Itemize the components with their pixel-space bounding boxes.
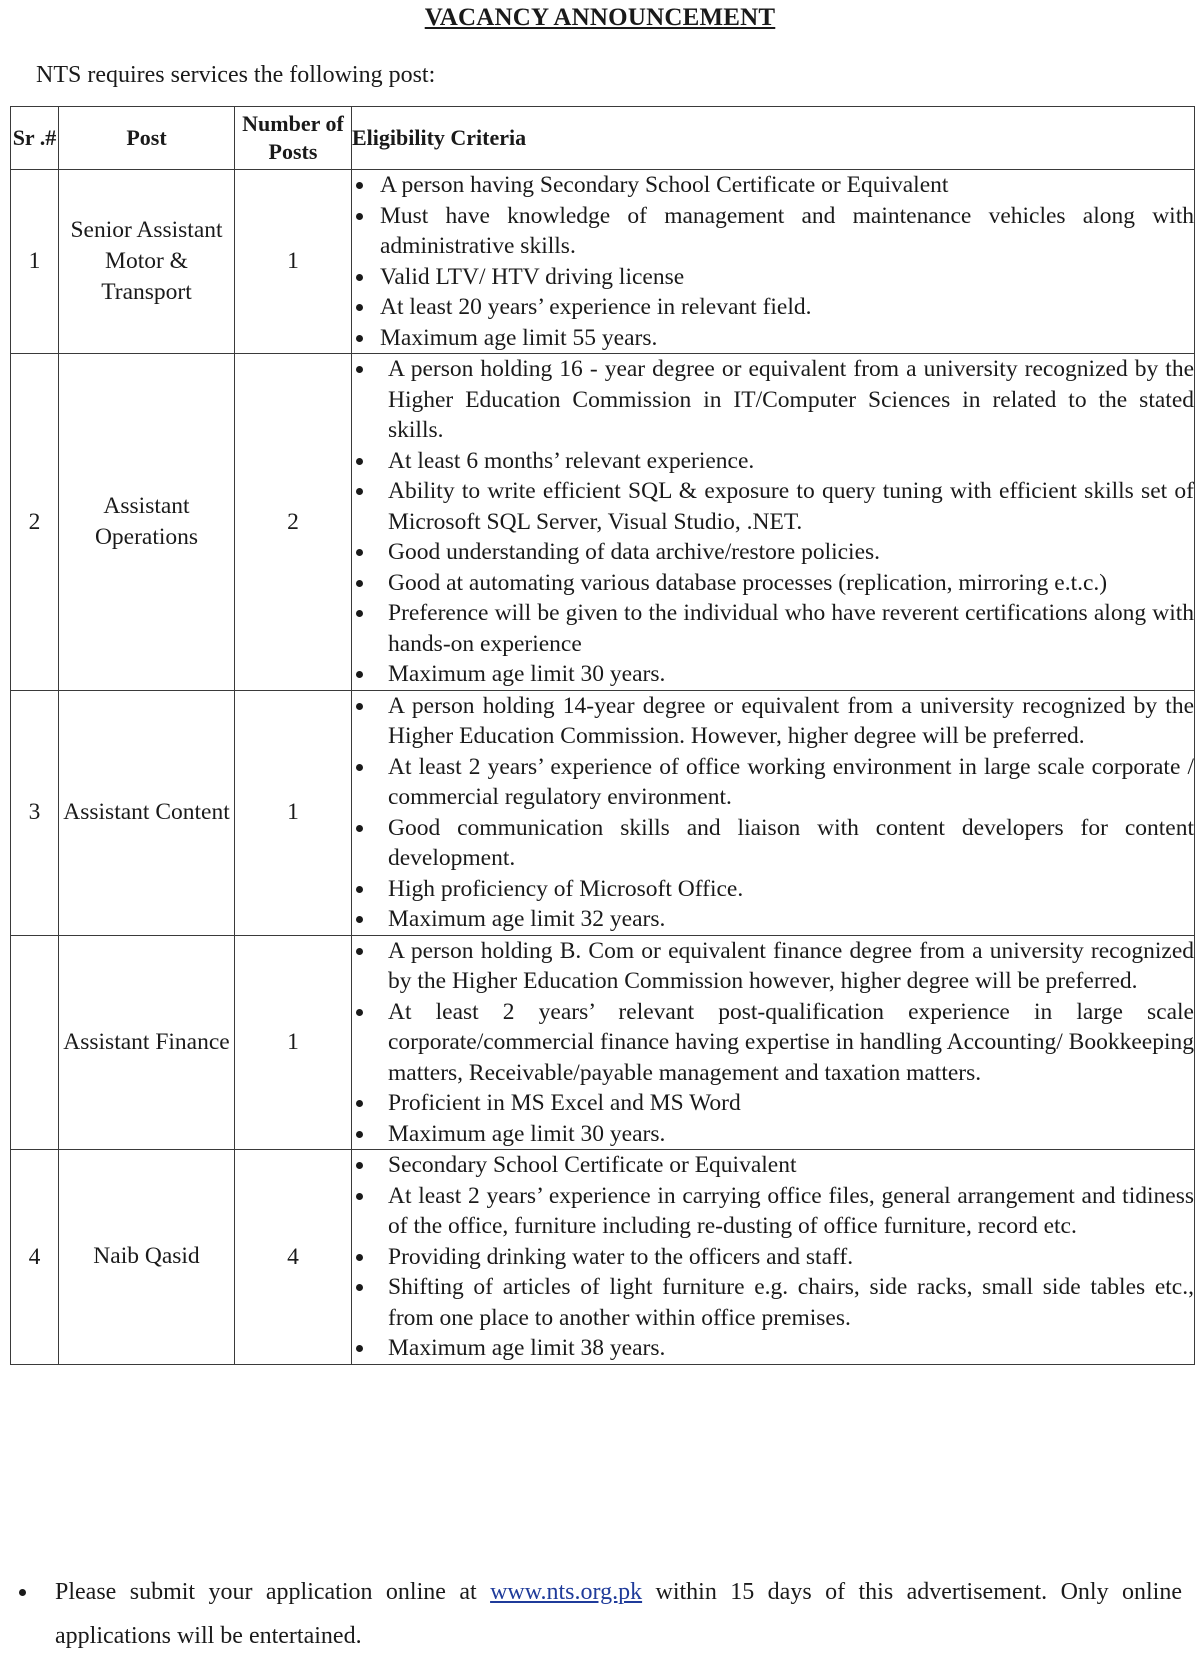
criteria-item: Providing drinking water to the officers and staff. — [352, 1242, 1194, 1273]
row-sr: 1 — [11, 170, 59, 354]
header-eligibility-criteria: Eligibility Criteria — [352, 107, 1195, 170]
row-criteria — [352, 1150, 1195, 1365]
table-header-row — [11, 107, 1195, 170]
criteria-item: At least 20 years’ experience in relevant field. — [352, 292, 1194, 323]
instructions-text — [12, 1570, 1182, 1658]
row-sr: 3 — [11, 690, 59, 935]
criteria-item: Secondary School Certificate or Equivalent — [352, 1150, 1194, 1181]
criteria-list — [352, 1150, 1194, 1364]
criteria-list — [352, 936, 1194, 1150]
header-post: Post — [59, 107, 235, 170]
criteria-item: A person holding B. Com or equivalent finance degree from a university recognized by the Higher Education Commission however, higher degree will be preferred. — [352, 936, 1194, 997]
criteria-item: Maximum age limit 38 years. — [352, 1333, 1194, 1364]
nts-website-link[interactable]: www.nts.org.pk — [490, 1579, 643, 1605]
row-post: Assistant Operations — [59, 354, 235, 691]
criteria-item: Proficient in MS Excel and MS Word — [352, 1088, 1194, 1119]
criteria-item: At least 2 years’ relevant post-qualification experience in large scale corporate/commercial finance having expertise in handling Accounting/ Bookkeeping matters, Receivable/payable management and taxation matters. — [352, 997, 1194, 1089]
criteria-item: Ability to write efficient SQL & exposure to query tuning with efficient skills set of Microsoft SQL Server, Visual Studio, .NET. — [352, 476, 1194, 537]
criteria-item: Must have knowledge of management and maintenance vehicles along with administrative skills. — [352, 201, 1194, 262]
row-number-of-posts: 1 — [235, 935, 352, 1150]
criteria-item: A person having Secondary School Certificate or Equivalent — [352, 170, 1194, 201]
table-row — [11, 1150, 1195, 1365]
bullet-icon — [19, 1589, 26, 1596]
vacancy-table — [10, 106, 1195, 1365]
application-instructions — [12, 1570, 1182, 1658]
row-number-of-posts: 1 — [235, 690, 352, 935]
row-criteria — [352, 170, 1195, 354]
row-sr: 2 — [11, 354, 59, 691]
criteria-item: Valid LTV/ HTV driving license — [352, 262, 1194, 293]
row-post: Assistant Finance — [59, 935, 235, 1150]
table-row — [11, 935, 1195, 1150]
criteria-item: Good understanding of data archive/restore policies. — [352, 537, 1194, 568]
row-post: Senior Assistant Motor & Transport — [59, 170, 235, 354]
criteria-item: Maximum age limit 32 years. — [352, 904, 1194, 935]
instructions-before-link: Please submit your application online at — [55, 1579, 491, 1605]
criteria-item: Shifting of articles of light furniture e.g. chairs, side racks, small side tables etc., from one place to another within office premises. — [352, 1272, 1194, 1333]
row-criteria — [352, 935, 1195, 1150]
row-criteria — [352, 690, 1195, 935]
page-title: VACANCY ANNOUNCEMENT — [424, 4, 776, 31]
row-sr — [11, 935, 59, 1150]
criteria-item: Good at automating various database processes (replication, mirroring e.t.c.) — [352, 568, 1194, 599]
header-number-of-posts: Number of Posts — [235, 107, 352, 170]
table-row — [11, 690, 1195, 935]
criteria-item: Maximum age limit 30 years. — [352, 659, 1194, 690]
row-number-of-posts: 4 — [235, 1150, 352, 1365]
row-number-of-posts: 1 — [235, 170, 352, 354]
criteria-item: Preference will be given to the individual who have reverent certifications along with hands-on experience — [352, 598, 1194, 659]
criteria-item: High proficiency of Microsoft Office. — [352, 874, 1194, 905]
criteria-item: Maximum age limit 55 years. — [352, 323, 1194, 354]
criteria-item: At least 6 months’ relevant experience. — [352, 446, 1194, 477]
criteria-item: At least 2 years’ experience of office working environment in large scale corporate / commercial regulatory environment. — [352, 752, 1194, 813]
instructions-after-link: within 15 days of this advertisement. Only online applications will be entertained. — [55, 1579, 1182, 1649]
criteria-item: Good communication skills and liaison with content developers for content development. — [352, 813, 1194, 874]
intro-text: NTS requires services the following post: — [36, 62, 436, 88]
criteria-item: A person holding 14-year degree or equivalent from a university recognized by the Higher Education Commission. However, higher degree will be preferred. — [352, 691, 1194, 752]
table-row — [11, 354, 1195, 691]
criteria-list — [352, 691, 1194, 935]
criteria-item: A person holding 16 - year degree or equivalent from a university recognized by the Higher Education Commission in IT/Computer Sciences in related to the stated skills. — [352, 354, 1194, 446]
row-post: Assistant Content — [59, 690, 235, 935]
criteria-item: At least 2 years’ experience in carrying office files, general arrangement and tidiness of the office, furniture including re-dusting of office furniture, record etc. — [352, 1181, 1194, 1242]
vacancy-rows — [11, 170, 1195, 1365]
table-row — [11, 170, 1195, 354]
header-sr: Sr .# — [11, 107, 59, 170]
row-post: Naib Qasid — [59, 1150, 235, 1365]
row-criteria — [352, 354, 1195, 691]
row-number-of-posts: 2 — [235, 354, 352, 691]
criteria-list — [352, 354, 1194, 690]
criteria-list — [352, 170, 1194, 353]
criteria-item: Maximum age limit 30 years. — [352, 1119, 1194, 1150]
row-sr: 4 — [11, 1150, 59, 1365]
